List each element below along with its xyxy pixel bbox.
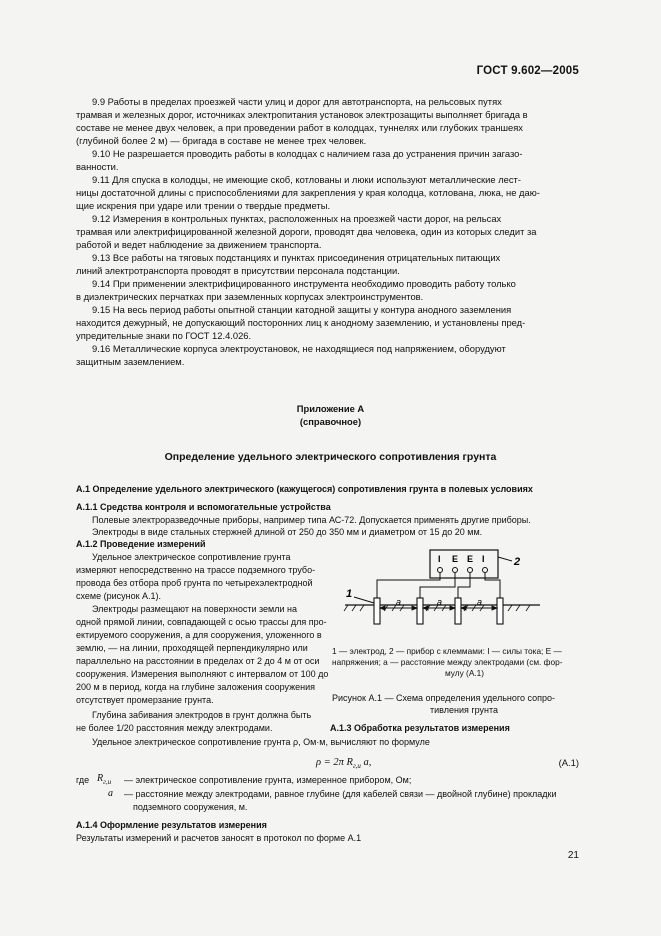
paragraph-9-11-line: 9.11 Для спуска в колодцы, не имеющие скоб, котлованы и люки используют металлические лест- bbox=[92, 174, 521, 185]
paragraph-9-16-line: защитным заземлением. bbox=[76, 356, 185, 367]
where-a-text: подземного сооружения, м. bbox=[133, 802, 248, 812]
figure-title-line: тивления грунта bbox=[430, 705, 499, 715]
distance-label: a bbox=[396, 597, 402, 607]
formula-main: ρ = 2π R bbox=[316, 757, 353, 768]
where-label: где bbox=[76, 775, 90, 785]
paragraph-9-11-line: ницы достаточной длины с приспособлениями для закрепления у края колодца, котлована, люка, не даю- bbox=[76, 187, 540, 198]
a12-line: Удельное электрическое сопротивление грунта bbox=[92, 552, 291, 562]
paragraph-9-14-line: в диэлектрических перчатках при заземленных корпусах электроинструментов. bbox=[76, 291, 424, 302]
electrode bbox=[455, 598, 461, 624]
electrode-diagram bbox=[340, 545, 590, 640]
paragraph-9-9-line: составе не менее двух человек, а при проведении работ в колодцах, туннелях или глубоких траншеях bbox=[76, 122, 523, 133]
figure-caption-line: мулу (А.1) bbox=[445, 668, 485, 678]
a12-line: одной прямой линии, совпадающей с осью трассы для про- bbox=[76, 617, 327, 627]
paragraph-9-13-line: 9.13 Все работы на тяговых подстанциях и пунктах присоединения отрицательных питающих bbox=[92, 252, 501, 263]
where-r-text: — электрическое сопротивление грунта, измеренное прибором, Ом; bbox=[124, 775, 412, 785]
a12-line: провода без отбора проб грунта по четырехэлектродной bbox=[76, 578, 313, 588]
electrode bbox=[417, 598, 423, 624]
a12-line: параллельно на расстоянии в пределах от 2 до 4 м от оси bbox=[76, 656, 320, 666]
paragraph-9-9-line: трамвая и железных дорог, источниках электропитания установок электрозащиты выполняет бригада в bbox=[76, 109, 528, 120]
label-1: 1 bbox=[346, 588, 353, 600]
appendix-kind: (справочное) bbox=[299, 416, 362, 427]
a12-line: схеме (рисунок А.1). bbox=[76, 591, 162, 601]
paragraph-9-12-line: работой и ведет наблюдение за движением транспорта. bbox=[76, 239, 322, 250]
figure-caption-line: 1 — электрод, 2 — прибор с клеммами: I — силы тока; Е — bbox=[332, 646, 562, 656]
a12-line: Электроды размещают на поверхности земли на bbox=[92, 604, 297, 614]
section-a12-heading: А.1.2 Проведение измерений bbox=[76, 539, 206, 549]
paragraph-9-12-line: трамвая или электрифицированной железной дороги, проводят два человека, один из которых следит за bbox=[76, 226, 537, 237]
section-a14-heading: А.1.4 Оформление результатов измерения bbox=[76, 820, 267, 830]
paragraph-9-11-line: щие искрения при ударе или трении о твердые предметы. bbox=[76, 200, 331, 211]
electrode bbox=[497, 598, 503, 624]
section-a13-heading: А.1.3 Обработка результатов измерения bbox=[330, 723, 510, 733]
paragraph-9-12-line: 9.12 Измерения в контрольных пунктах, расположенных на проезжей части дорог, на рельсах bbox=[92, 213, 502, 224]
formula-end: a, bbox=[363, 757, 372, 768]
equation-number: (А.1) bbox=[558, 757, 579, 768]
a11-line: Полевые электроразведочные приборы, например типа АС-72. Допускается применять другие приборы. bbox=[92, 515, 531, 525]
a14-line: Результаты измерений и расчетов заносят в протокол по форме А.1 bbox=[76, 833, 362, 843]
appendix-title: Определение удельного электрического сопротивления грунта bbox=[164, 451, 497, 463]
where-symbol-a: a bbox=[108, 788, 113, 799]
a12-line: сооружения. Измерения выполняют с интервалом от 100 до bbox=[76, 669, 329, 679]
distance-label: a bbox=[437, 597, 443, 607]
a12-line: ектируемого сооружения, а для сооружения, уложенного в bbox=[76, 630, 322, 640]
terminal-label: I bbox=[482, 554, 485, 564]
a12-line: Глубина забивания электродов в грунт должна быть bbox=[92, 710, 312, 720]
formula bbox=[316, 757, 371, 770]
paragraph-9-16-line: 9.16 Металлические корпуса электроустановок, не находящиеся под напряжением, оборудуют bbox=[92, 343, 506, 354]
paragraph-9-10-line: ванности. bbox=[76, 161, 119, 172]
section-a1-heading: А.1 Определение удельного электрического (кажущегося) сопротивления грунта в полевых условиях bbox=[76, 484, 533, 494]
paragraph-9-14-line: 9.14 При применении электрифицированного инструмента необходимо проводить работу только bbox=[92, 278, 516, 289]
paragraph-9-15-line: 9.15 На весь период работы опытной станции катодной защиты у контура анодного заземления bbox=[92, 304, 512, 315]
a12-line: не более 1/20 расстояния между электродами. bbox=[76, 723, 273, 733]
terminal-label: E bbox=[467, 554, 474, 564]
paragraph-9-10-line: 9.10 Не разрешается проводить работы в колодцах с наличием газа до устранения причин загазо- bbox=[92, 148, 523, 159]
a13-line: Удельное электрическое сопротивление грунта ρ, Ом·м, вычисляют по формуле bbox=[92, 737, 430, 747]
a12-line: землю, — на линии, проходящей перпендикулярно или bbox=[76, 643, 308, 653]
where-a-text: — расстояние между электродами, равное глубине (для кабелей связи — двойной глубине) прокладки bbox=[124, 789, 557, 799]
paragraph-9-9-line: (глубиной более 2 м) — бригада в составе не менее трех человек. bbox=[76, 135, 367, 146]
symbol-r-sub: г,и bbox=[103, 778, 112, 786]
terminal-label: I bbox=[438, 554, 441, 564]
figure-title-line: Рисунок А.1 — Схема определения удельного сопро- bbox=[332, 693, 555, 703]
section-a11-heading: А.1.1 Средства контроля и вспомогательные устройства bbox=[76, 502, 331, 512]
paragraph-9-15-line: находится дежурный, не допускающий посторонних лиц к анодному заземлению, и установлены пред- bbox=[76, 317, 526, 328]
standard-header: ГОСТ 9.602—2005 bbox=[476, 65, 579, 77]
symbol-r: R bbox=[97, 773, 104, 784]
electrode bbox=[374, 598, 380, 624]
label-2: 2 bbox=[514, 556, 521, 568]
a12-line: измеряют непосредственно на трассе подземного трубо- bbox=[76, 565, 316, 575]
paragraph-9-15-line: упредительные знаки по ГОСТ 12.4.026. bbox=[76, 330, 252, 341]
appendix-label: Приложение А bbox=[296, 403, 365, 414]
a11-line: Электроды в виде стальных стержней длиной от 250 до 350 мм и диаметром от 15 до 20 мм. bbox=[92, 527, 483, 537]
a12-line: 200 м в период, когда на глубине заложения сооружения bbox=[76, 682, 316, 692]
paragraph-9-9-line: 9.9 Работы в пределах проезжей части улиц и дорог для автотранспорта, на рельсовых путях bbox=[92, 96, 502, 107]
formula-subscript: г,и bbox=[352, 762, 361, 771]
terminal-label: E bbox=[452, 554, 459, 564]
page-number: 21 bbox=[567, 850, 579, 861]
distance-label: a bbox=[477, 597, 483, 607]
paragraph-9-13-line: линий электротранспорта проводят в присутствии персонала подстанции. bbox=[76, 265, 400, 276]
figure-caption-line: напряжения; a — расстояние между электродами (см. фор- bbox=[332, 657, 563, 667]
a12-line: отсутствует промерзание грунта. bbox=[76, 695, 214, 705]
